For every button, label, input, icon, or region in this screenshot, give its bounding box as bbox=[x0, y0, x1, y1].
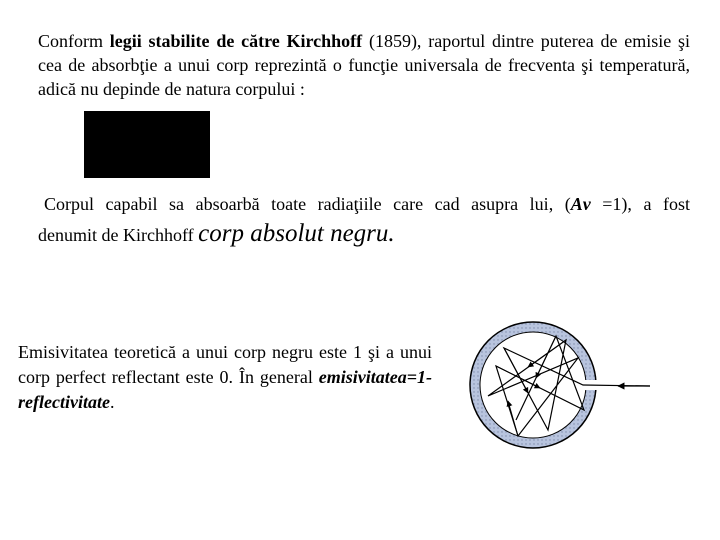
intro-paragraph bbox=[38, 29, 690, 101]
cavity-radiator-diagram bbox=[468, 318, 668, 452]
black-body-line-1 bbox=[38, 192, 690, 216]
intro-text-end: (1859), raportul dintre puterea de emisie şi cea de absorbţie a unui corp reprezintă o funcţie universala de frecventa şi temperatură, adică nu depinde de natura corpului : bbox=[38, 31, 690, 99]
emissivity-text-end: . bbox=[109, 392, 115, 412]
intro-text-start: Conform bbox=[38, 31, 110, 51]
black-body-text-end: denumit de Kirchhoff bbox=[38, 225, 199, 245]
emissivity-formula: emisivitatea=1-reflectivitate bbox=[18, 367, 432, 412]
black-body-line-2 bbox=[38, 222, 690, 247]
emissivity-text-start: Emisivitatea teoretică a unui corp negru este 1 şi a unui corp perfect reflectant este 0. În general bbox=[18, 342, 432, 387]
black-body-paragraph bbox=[38, 192, 690, 247]
emissivity-paragraph bbox=[18, 340, 432, 415]
black-body-rectangle bbox=[84, 111, 210, 178]
kirchhoff-law-term: legii stabilite de către Kirchhoff bbox=[109, 31, 363, 51]
black-body-text-mid: =1), a fost bbox=[590, 194, 690, 214]
black-body-text-start: Corpul capabil sa absoarbă toate radiaţiile care cad asupra lui, ( bbox=[44, 194, 571, 214]
absorption-symbol: Aν bbox=[570, 194, 591, 214]
black-body-term: corp absolut negru. bbox=[198, 220, 395, 247]
